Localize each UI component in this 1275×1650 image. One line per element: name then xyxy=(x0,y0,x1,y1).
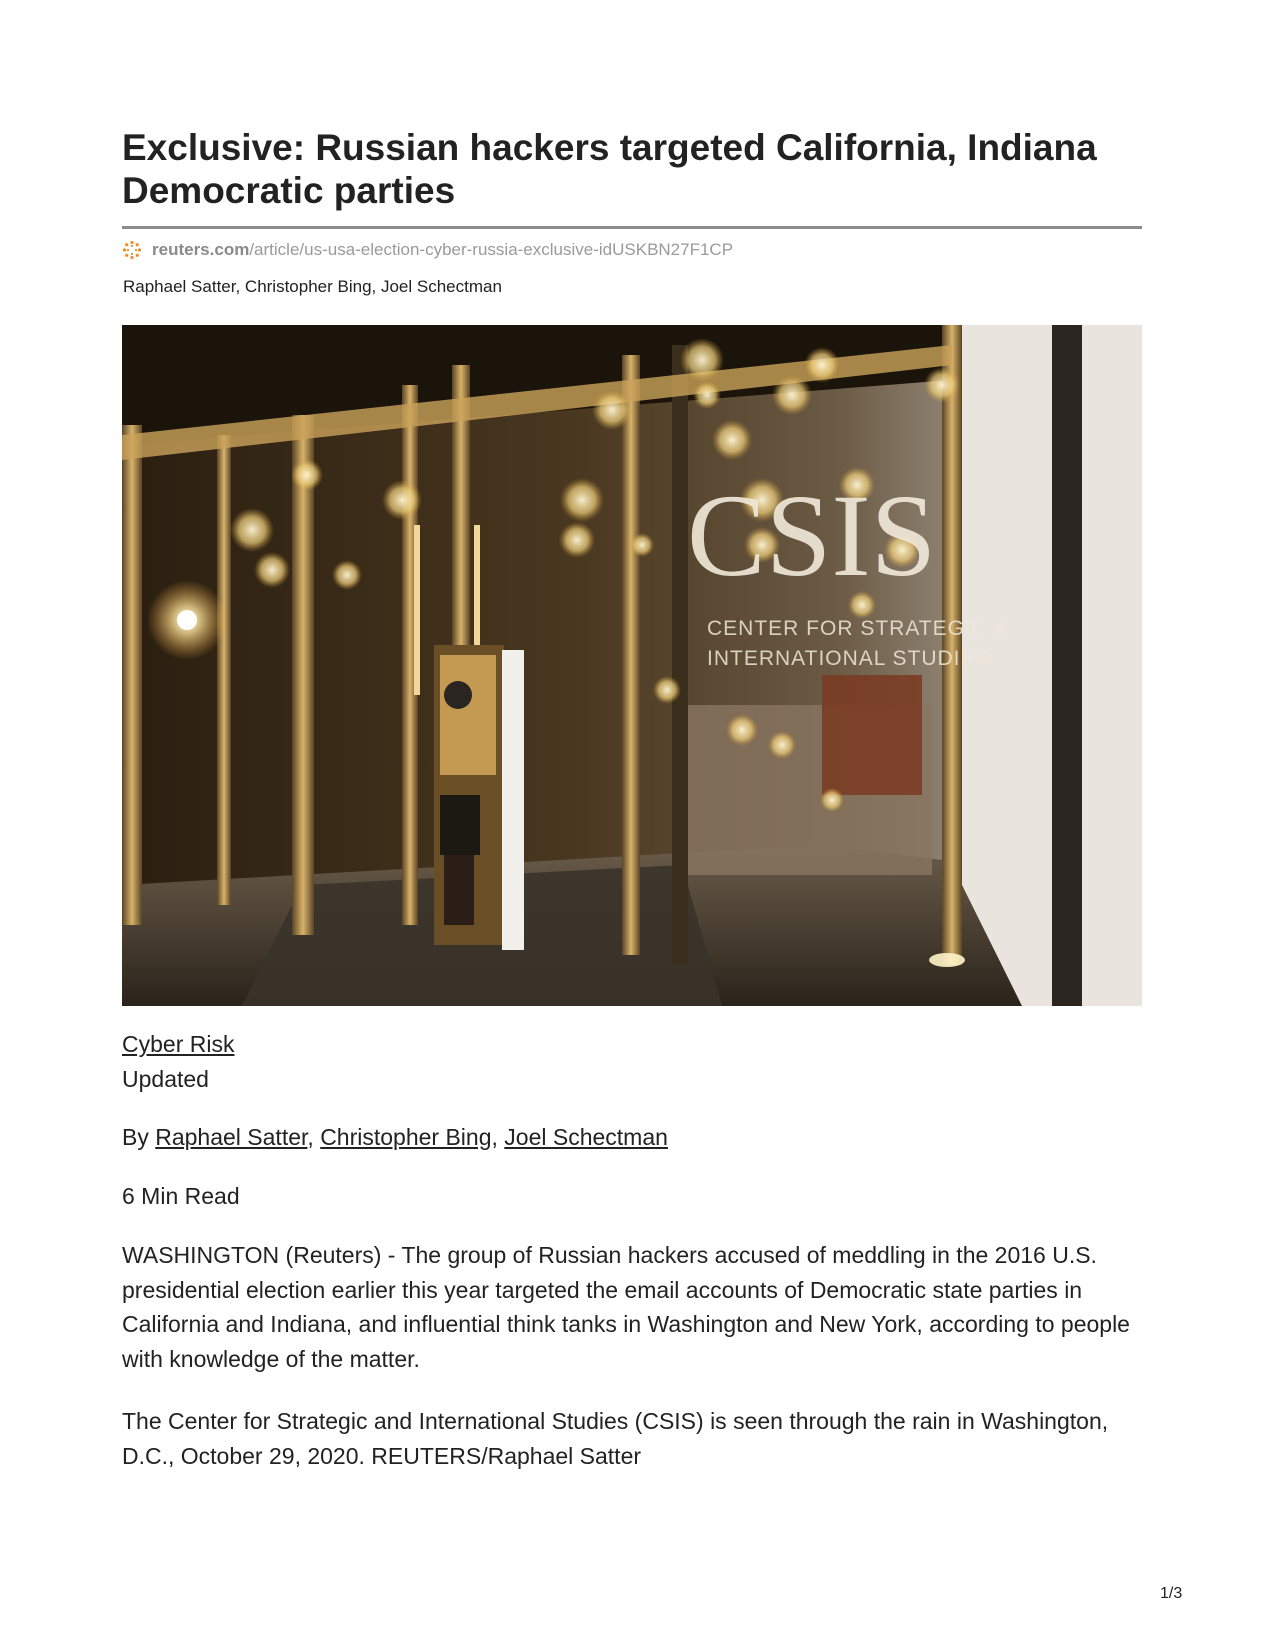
reuters-logo-icon xyxy=(122,240,142,260)
read-time: 6 Min Read xyxy=(122,1183,240,1209)
authors-line: Raphael Satter, Christopher Bing, Joel Schectman xyxy=(123,277,502,296)
source-path: /article/us-usa-election-cyber-russia-exclusive-idUSKBN27F1CP xyxy=(249,240,734,259)
byline-separator: , xyxy=(307,1124,321,1150)
csis-sign-text: CSIS xyxy=(687,470,937,601)
hero-photo xyxy=(122,325,1142,1006)
article-title: Exclusive: Russian hackers targeted California, Indiana Democratic parties xyxy=(122,127,1097,211)
author-link-christopher-bing[interactable]: Christopher Bing xyxy=(320,1124,492,1150)
byline-separator: , xyxy=(491,1124,505,1150)
updated-label: Updated xyxy=(122,1066,209,1092)
source-url[interactable] xyxy=(122,238,733,262)
section-link-cyber-risk[interactable]: Cyber Risk xyxy=(122,1031,235,1057)
csis-sign-line2: INTERNATIONAL STUDIES xyxy=(707,647,991,670)
byline xyxy=(122,1124,668,1151)
page-number: 1/3 xyxy=(1160,1585,1183,1602)
photo-caption: The Center for Strategic and International Studies (CSIS) is seen through the rain in Washington, D.C., October 29, 2020. REUTERS/Raphael Satter xyxy=(122,1408,1109,1469)
source-domain: reuters.com xyxy=(152,240,250,259)
csis-sign-line1: CENTER FOR STRATEGIC & xyxy=(707,617,1010,640)
author-link-joel-schectman[interactable]: Joel Schectman xyxy=(504,1124,668,1150)
author-link-raphael-satter[interactable]: Raphael Satter xyxy=(155,1124,308,1150)
title-divider xyxy=(122,226,1142,229)
article-paragraph: WASHINGTON (Reuters) - The group of Russian hackers accused of meddling in the 2016 U.S. presidential election earlier this year targeted the email accounts of Democratic state parties in California and Indiana, and influential think tanks in Washington and New York, according to people with knowledge of the matter. xyxy=(122,1242,1130,1372)
byline-prefix: By xyxy=(122,1124,149,1150)
